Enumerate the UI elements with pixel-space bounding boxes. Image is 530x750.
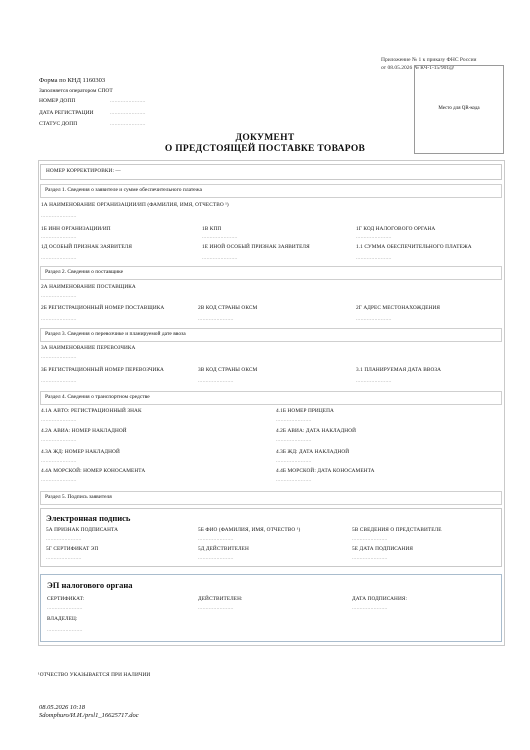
qr-code-caption: Место для QR-кода: [438, 106, 480, 111]
correction-number: НОМЕР КОРРЕКТИРОВКИ: —: [46, 168, 121, 174]
field-4-2a-label: 4.2А АВИА: НОМЕР НАКЛАДНОЙ: [41, 428, 127, 434]
field-4-4b-label: 4.4Б МОРСКОЙ: ДАТА КОНОСАМЕНТА: [276, 468, 375, 474]
section-2-title: Раздел 2. Сведения о поставщике: [45, 269, 124, 275]
field-1a-label: 1А НАИМЕНОВАНИЕ ОРГАНИЗАЦИИ/ИП (ФАМИЛИЯ, ИМЯ, ОТЧЕСТВО ¹): [41, 202, 229, 208]
qr-code-placeholder: [414, 65, 504, 154]
document-subtitle: О ПРЕДСТОЯЩЕЙ ПОСТАВКЕ ТОВАРОВ: [164, 144, 366, 154]
field-1-1-label: 1.1 СУММА ОБЕСПЕЧИТЕЛЬНОГО ПЛАТЕЖА: [356, 244, 472, 250]
field-4-2b-label: 4.2Б АВИА: ДАТА НАКЛАДНОЙ: [276, 428, 357, 434]
field-3a-label: 3А НАИМЕНОВАНИЕ ПЕРЕВОЗЧИКА: [41, 345, 136, 351]
field-2g-label: 2Г АДРЕС МЕСТОНАХОЖДЕНИЯ: [356, 305, 441, 311]
section-1-title: Раздел 1. Сведения о заявителе и сумме обеспечительного платежа: [45, 187, 202, 193]
section-3-header: [40, 328, 502, 342]
dopp-number-value: .......................: [110, 99, 146, 104]
tax-valid-label: ДЕЙСТВИТЕЛЕН:: [198, 596, 243, 602]
field-4-4b-value: .......................: [276, 478, 312, 483]
field-1d-label: 1Д ОСОБЫЙ ПРИЗНАК ЗАЯВИТЕЛЯ: [41, 244, 132, 250]
footer-file-path: Sdomphuro/И.И./prsl1_16625717.doc: [39, 712, 139, 719]
field-3b-label: 3Б РЕГИСТРАЦИОННЫЙ НОМЕР ПЕРЕВОЗЧИКА: [41, 367, 164, 373]
tax-certificate-value: .......................: [47, 606, 83, 611]
field-2b-label: 2Б РЕГИСТРАЦИОННЫЙ НОМЕР ПОСТАВЩИКА: [41, 305, 165, 311]
field-4-3a-value: .......................: [41, 459, 77, 464]
tax-authority-signature-heading: ЭП налогового органа: [47, 580, 133, 590]
field-1e-value: .......................: [202, 256, 238, 261]
field-5e-value: .......................: [352, 556, 388, 561]
label-dopp-status: СТАТУС ДОПП: [39, 121, 78, 127]
field-5g-label: 5Г СЕРТИФИКАТ ЭП: [46, 546, 99, 552]
field-4-1a-label: 4.1А АВТО: РЕГИСТРАЦИОННЫЙ ЗНАК: [41, 408, 142, 414]
section-4-header: [40, 391, 502, 405]
label-registration-date: ДАТА РЕГИСТРАЦИИ: [39, 110, 94, 116]
field-5b-label: 5Б ФИО (ФАМИЛИЯ, ИМЯ, ОТЧЕСТВО ¹): [198, 527, 301, 533]
field-5v-value: .......................: [352, 537, 388, 542]
field-5b-value: .......................: [198, 537, 234, 542]
field-3v-label: 3В КОД СТРАНЫ ОКСМ: [198, 367, 258, 373]
tax-signing-date-value: .......................: [352, 606, 388, 611]
field-4-4a-value: .......................: [41, 478, 77, 483]
form-code: Форма по КНД 1160303: [39, 77, 106, 84]
field-4-2a-value: .......................: [41, 438, 77, 443]
field-2v-label: 2В КОД СТРАНЫ ОКСМ: [198, 305, 258, 311]
field-2g-value: .......................: [356, 317, 392, 322]
section-5-header: [40, 491, 502, 505]
field-1b-value: .......................: [41, 235, 77, 240]
section-4-title: Раздел 4. Сведения о транспортном средстве: [45, 394, 150, 400]
footnote: ¹ОТЧЕСТВО УКАЗЫВАЕТСЯ ПРИ НАЛИЧИИ: [38, 672, 151, 678]
field-4-1b-label: 4.1Б НОМЕР ПРИЦЕПА: [276, 408, 334, 414]
tax-signing-date-label: ДАТА ПОДПИСАНИЯ:: [352, 596, 408, 602]
tax-valid-value: .......................: [198, 606, 234, 611]
field-3b-value: .......................: [41, 379, 77, 384]
field-3-1-label: 3.1 ПЛАНИРУЕМАЯ ДАТА ВВОЗА: [356, 367, 442, 373]
field-4-4a-label: 4.4А МОРСКОЙ: НОМЕР КОНОСАМЕНТА: [41, 468, 146, 474]
field-5d-label: 5Д ДЕЙСТВИТЕЛЕН: [198, 546, 249, 552]
registration-date-value: .......................: [110, 111, 146, 116]
filled-by-note: Заполняется оператором СПОТ: [39, 88, 113, 94]
footer-timestamp: 08.05.2026 10:18: [39, 704, 86, 711]
field-2a-value: .......................: [41, 294, 77, 299]
document-title: ДОКУМЕНТ: [235, 133, 295, 143]
section-2-header: [40, 266, 502, 280]
field-1-1-value: .......................: [356, 256, 392, 261]
tax-owner-value: .......................: [47, 628, 83, 633]
field-4-3a-label: 4.3А ЖД: НОМЕР НАКЛАДНОЙ: [41, 449, 120, 455]
field-4-2b-value: .......................: [276, 438, 312, 443]
dopp-status-value: .......................: [110, 122, 146, 127]
field-4-1b-value: .......................: [276, 418, 312, 423]
section-5-title: Раздел 5. Подпись заявителя: [45, 494, 112, 500]
electronic-signature-heading: Электронная подпись: [46, 513, 131, 523]
field-4-3b-label: 4.3Б ЖД: ДАТА НАКЛАДНОЙ: [276, 449, 350, 455]
field-3v-value: .......................: [198, 379, 234, 384]
field-2a-label: 2А НАИМЕНОВАНИЕ ПОСТАВЩИКА: [41, 284, 136, 290]
field-4-3b-value: .......................: [276, 459, 312, 464]
field-5d-value: .......................: [198, 556, 234, 561]
field-1g-label: 1Г КОД НАЛОГОВОГО ОРГАНА: [356, 226, 436, 232]
field-4-1a-value: .......................: [41, 418, 77, 423]
appendix-line-2: от 08.05.2026 № КЧ-1-15/901@: [381, 65, 455, 71]
section-1-header: [40, 184, 502, 198]
tax-owner-label: ВЛАДЕЛЕЦ:: [47, 616, 78, 622]
field-1e-label: 1Е ИНОЙ ОСОБЫЙ ПРИЗНАК ЗАЯВИТЕЛЯ: [202, 244, 310, 250]
field-5e-label: 5Е ДАТА ПОДПИСАНИЯ: [352, 546, 414, 552]
field-3a-value: .......................: [41, 355, 77, 360]
field-2v-value: .......................: [198, 317, 234, 322]
field-5a-value: .......................: [46, 537, 82, 542]
section-3-title: Раздел 3. Сведения о перевозчике и планируемой дате ввоза: [45, 331, 186, 337]
field-1v-value: .......................: [202, 235, 238, 240]
field-1v-label: 1В КПП: [202, 226, 222, 232]
field-1b-label: 1Б ИНН ОРГАНИЗАЦИИ/ИП: [41, 226, 111, 232]
field-5g-value: .......................: [46, 556, 82, 561]
label-dopp-number: НОМЕР ДОПП: [39, 98, 76, 104]
field-3-1-value: .......................: [356, 379, 392, 384]
field-1g-value: .......................: [356, 235, 392, 240]
field-2b-value: .......................: [41, 317, 77, 322]
field-1d-value: .......................: [41, 256, 77, 261]
field-5v-label: 5В СВЕДЕНИЯ О ПРЕДСТАВИТЕЛЕ: [352, 527, 442, 533]
tax-certificate-label: СЕРТИФИКАТ:: [47, 596, 85, 602]
appendix-line-1: Приложение № 1 к приказу ФНС России: [381, 57, 477, 63]
field-1a-value: .......................: [41, 214, 77, 219]
field-5a-label: 5А ПРИЗНАК ПОДПИСАНТА: [46, 527, 119, 533]
